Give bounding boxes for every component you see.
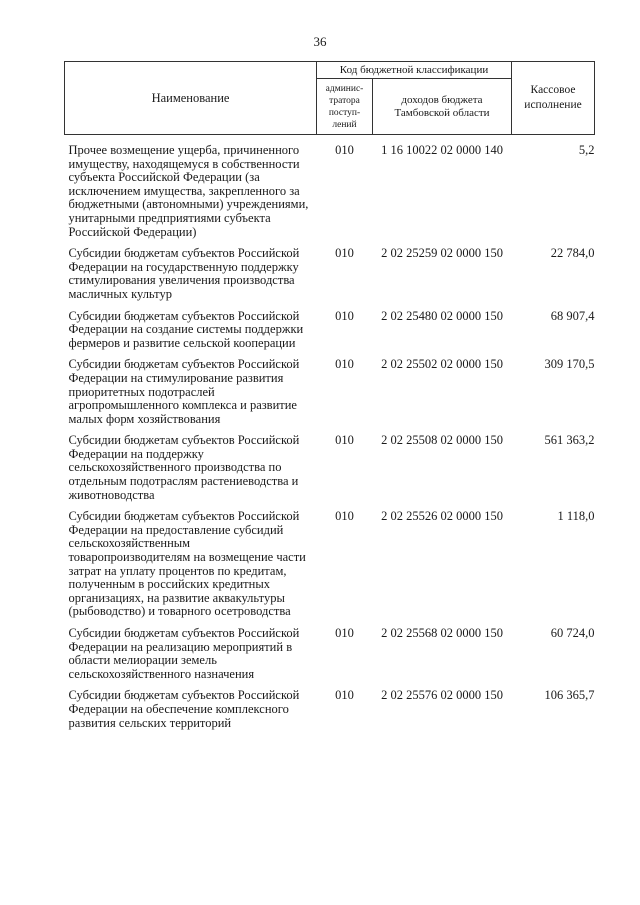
row-admin-code: 010 [335, 357, 354, 372]
row-name: Прочее возмещение ущерба, причиненного имуществу, находящемуся в собственности субъекта Российской Федерации (за исключением имущества, закрепленного за бюджетными (автономными) учреждениями, унитарными предприятиями субъекта Российской Федерации) [68, 143, 309, 239]
row-admin-code: 010 [335, 509, 354, 524]
row-name: Субсидии бюджетам субъектов Российской Федерации на стимулирование развития приоритетных подотраслей агропромышленного комплекса и развитие малых форм хозяйствования [68, 357, 300, 426]
table-row [65, 434, 595, 510]
table-row [65, 135, 595, 248]
header-administrator-code: админис-тратора поступ-лений [317, 79, 373, 135]
row-income-code: 2 02 25259 02 0000 150 [381, 246, 503, 261]
row-income-code: 2 02 25526 02 0000 150 [381, 509, 503, 524]
header-cash-execution: Кассовое исполнение [512, 62, 595, 135]
table-row [65, 689, 595, 738]
table-row [65, 358, 595, 434]
header-income-code: доходов бюджета Тамбовской области [373, 79, 512, 135]
row-amount: 60 724,0 [550, 626, 595, 640]
row-admin-code: 010 [335, 143, 354, 157]
row-admin-code: 010 [335, 688, 354, 703]
row-name: Субсидии бюджетам субъектов Российской Федерации на предоставление субсидий сельскохозяйственным товаропроизводителям на возмещение части затрат на уплату процентов по кредитам, полученным в российских кредитных организациях, на развитие аквакультуры (рыбоводство) и товарного осетроводства [68, 509, 306, 619]
table-row [65, 247, 595, 309]
row-amount: 22 784,0 [550, 246, 595, 261]
row-amount: 1 118,0 [557, 509, 595, 524]
row-admin-code: 010 [335, 246, 354, 261]
row-name: Субсидии бюджетам субъектов Российской Федерации на поддержку сельскохозяйственного производства по отдельным подотраслям растениеводства и животноводства [68, 433, 300, 502]
table-row [65, 510, 595, 627]
row-amount: 5,2 [578, 143, 595, 157]
row-name: Субсидии бюджетам субъектов Российской Федерации на обеспечение комплексного развития сельских территорий [68, 688, 300, 730]
row-admin-code: 010 [335, 626, 354, 640]
header-budget-code: Код бюджетной классификации [317, 62, 512, 79]
row-income-code: 1 16 10022 02 0000 140 [381, 143, 503, 157]
row-amount: 106 365,7 [544, 688, 595, 703]
row-income-code: 2 02 25576 02 0000 150 [381, 688, 503, 703]
row-admin-code: 010 [335, 433, 354, 448]
page-number: 36 [313, 34, 327, 49]
table-row [65, 627, 595, 689]
row-income-code: 2 02 25480 02 0000 150 [381, 308, 503, 323]
table-row [65, 310, 595, 359]
budget-income-table [64, 61, 595, 738]
header-name: Наименование [65, 62, 317, 135]
row-admin-code: 010 [335, 308, 354, 323]
row-amount: 561 363,2 [544, 433, 595, 448]
row-income-code: 2 02 25568 02 0000 150 [381, 626, 503, 640]
row-income-code: 2 02 25502 02 0000 150 [381, 357, 503, 372]
row-amount: 309 170,5 [544, 357, 595, 372]
row-name: Субсидии бюджетам субъектов Российской Федерации на государственную поддержку стимулирования увеличения производства масличных культур [68, 246, 300, 301]
row-income-code: 2 02 25508 02 0000 150 [381, 433, 503, 448]
row-amount: 68 907,4 [550, 308, 595, 323]
row-name: Субсидии бюджетам субъектов Российской Федерации на создание системы поддержки фермеров и развитие сельской кооперации [68, 308, 304, 350]
row-name: Субсидии бюджетам субъектов Российской Федерации на реализацию мероприятий в области мелиорации земель сельскохозяйственного назначения [68, 626, 300, 681]
